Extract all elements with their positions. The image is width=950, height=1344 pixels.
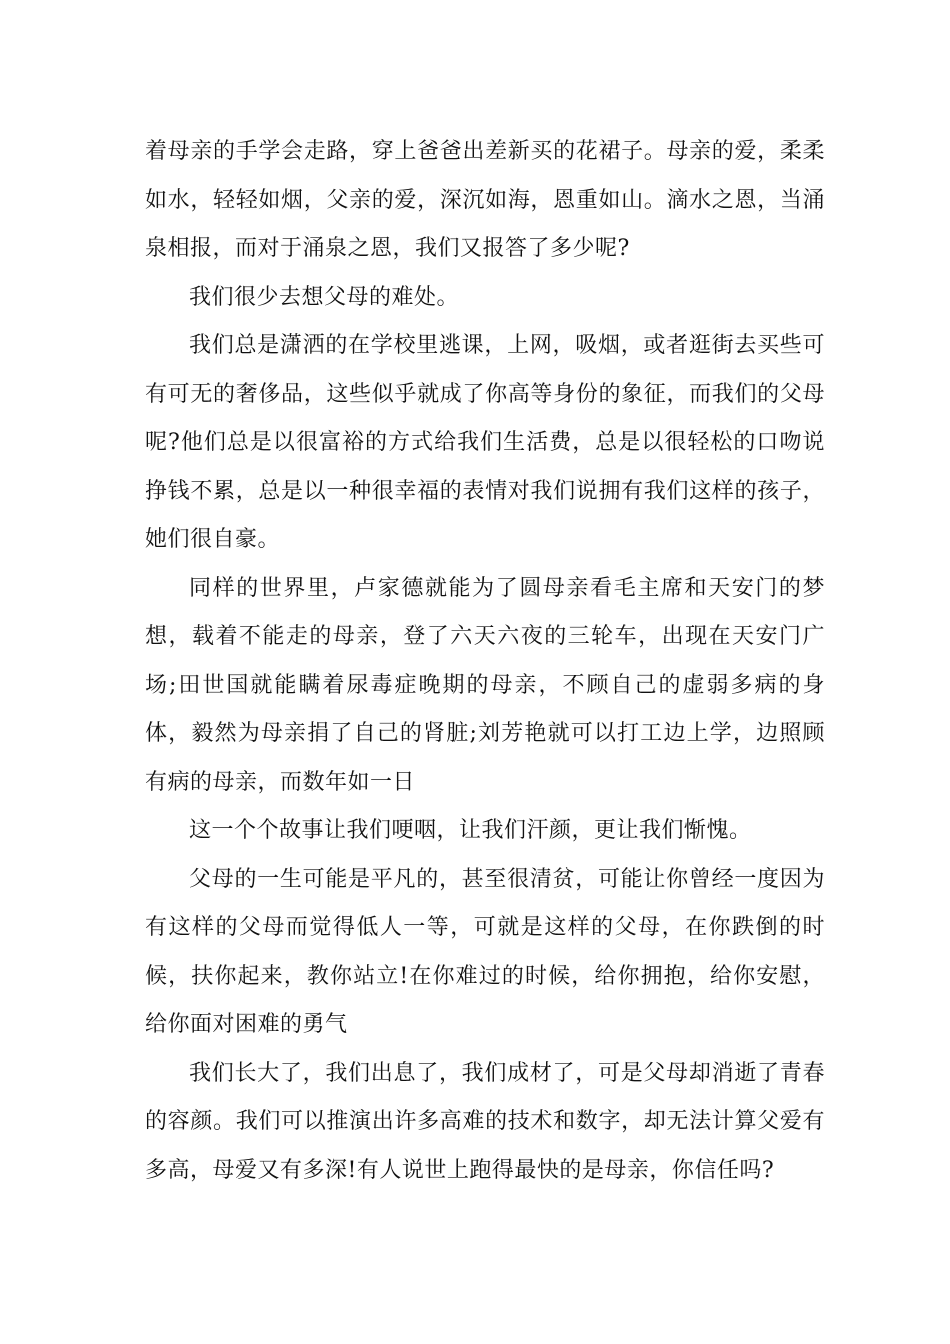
- paragraph: 这一个个故事让我们哽咽，让我们汗颜，更让我们惭愧。: [189, 818, 752, 843]
- paragraph: 同样的世界里，卢家德就能为了圆母亲看毛主席和天安门的梦想，载着不能走的母亲，登了六天六夜的三轮车，出现在天安门广场;田世国就能瞒着尿毒症晚期的母亲，不顾自己的虚弱多病的身体，毅然为母亲捐了自己的肾脏;刘芳艳就可以打工边上学，边照顾有病的母亲，而数年如一日: [145, 575, 825, 795]
- document-body: [145, 128, 825, 1195]
- paragraph: 我们长大了，我们出息了，我们成材了，可是父母却消逝了青春的容颜。我们可以推演出许多高难的技术和数字，却无法计算父爱有多高，母爱又有多深!有人说世上跑得最快的是母亲，你信任吗?: [145, 1060, 825, 1183]
- paragraph: 我们很少去想父母的难处。: [189, 284, 460, 310]
- paragraph: 父母的一生可能是平凡的，甚至很清贫，可能让你曾经一度因为有这样的父母而觉得低人一等，可就是这样的父母，在你跌倒的时候，扶你起来，教你站立!在你难过的时候，给你拥抱，给你安慰，给你面对困难的勇气: [145, 866, 825, 1037]
- paragraph-continued: 着母亲的手学会走路，穿上爸爸出差新买的花裙子。母亲的爱，柔柔如水，轻轻如烟，父亲的爱，深沉如海，恩重如山。滴水之恩，当涌泉相报，而对于涌泉之恩，我们又报答了多少呢?: [145, 139, 825, 261]
- paragraph: 我们总是潇洒的在学校里逃课，上网，吸烟，或者逛街去买些可有可无的奢侈品，这些似乎就成了你高等身份的象征，而我们的父母呢?他们总是以很富裕的方式给我们生活费，总是以很轻松的口吻说挣钱不累，总是以一种很幸福的表情对我们说拥有我们这样的孩子，她们很自豪。: [145, 333, 825, 552]
